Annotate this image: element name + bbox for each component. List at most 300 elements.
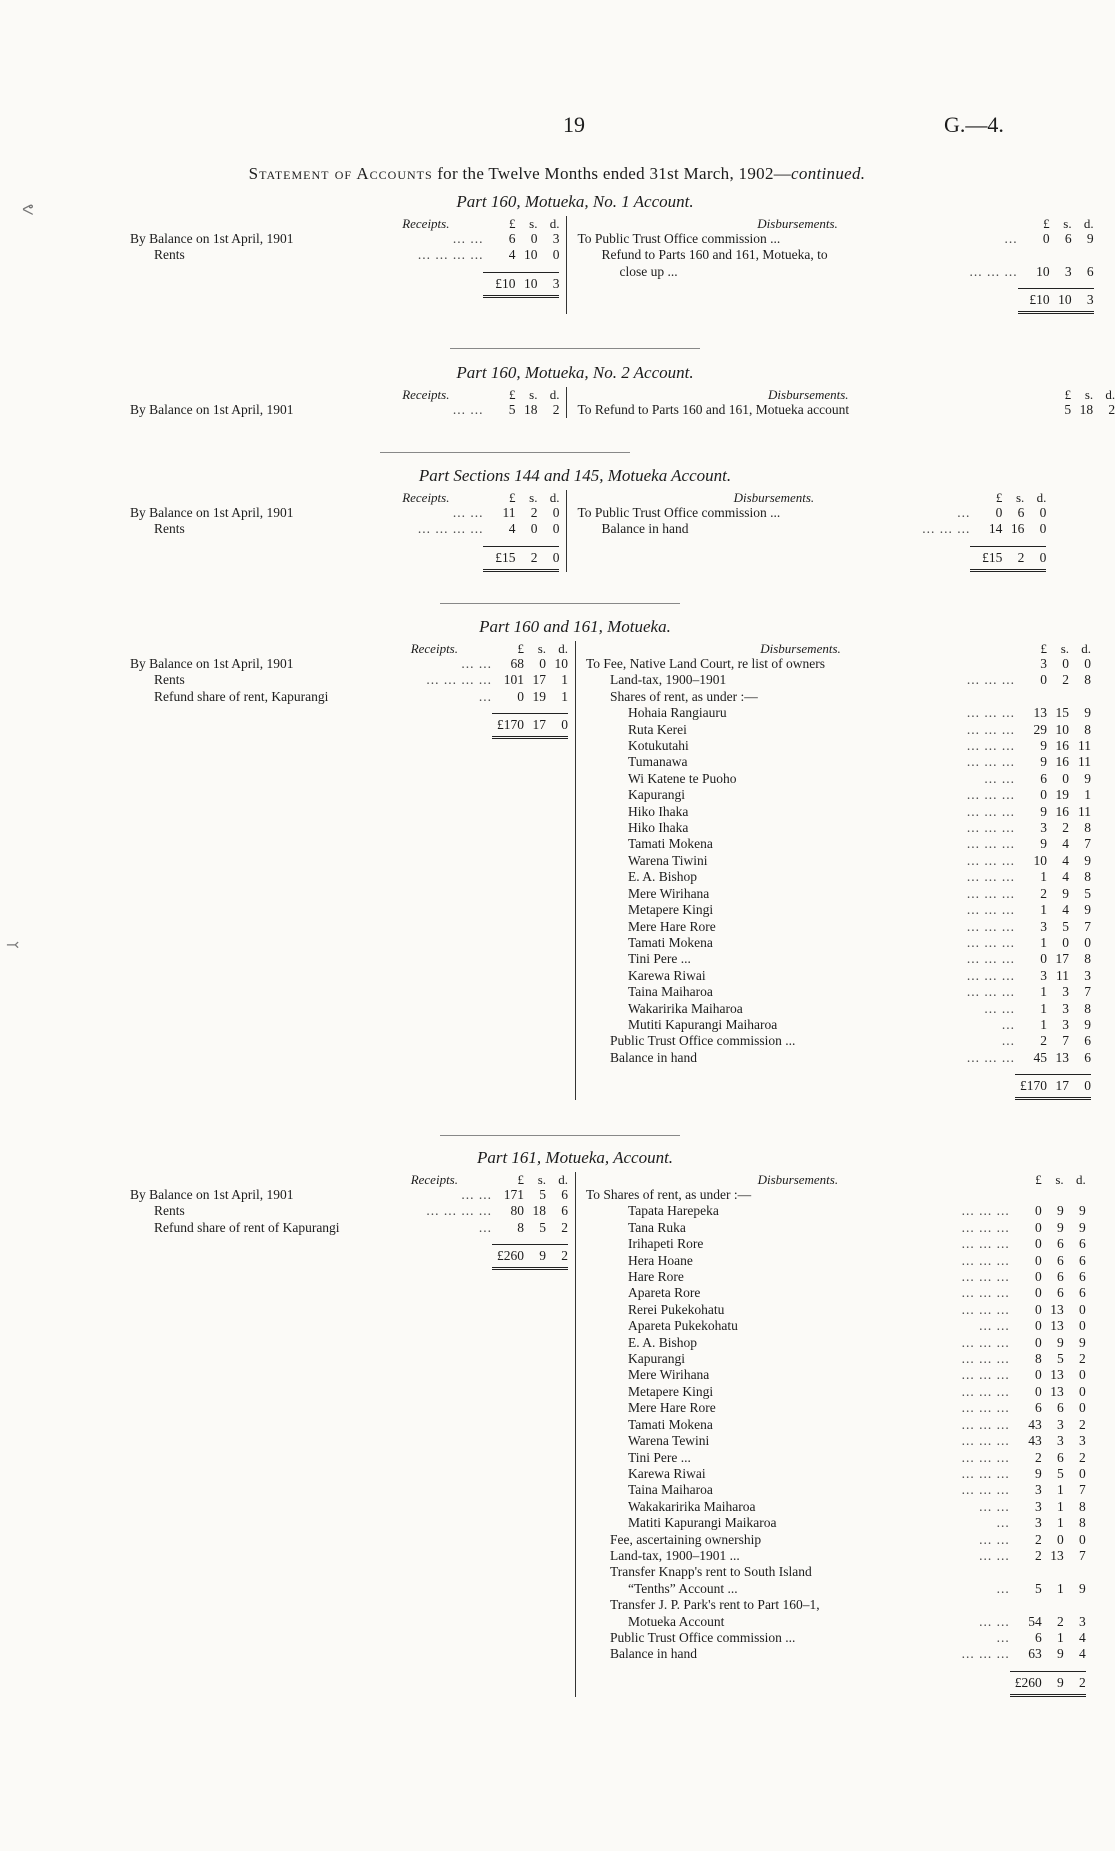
pounds: 0	[1034, 1367, 1042, 1383]
pounds: 14	[988, 521, 1003, 537]
entry-description: By Balance on 1st April, 1901	[130, 231, 294, 246]
leader-dots: ... ... ...	[966, 738, 1015, 754]
receipts-heading: Receipts.	[402, 387, 450, 402]
leader-dots: ... ... ...	[961, 1219, 1010, 1235]
pence	[1064, 1564, 1086, 1580]
shillings: 9	[1056, 1334, 1064, 1350]
ledger-row	[577, 505, 1046, 521]
ledger-row	[586, 1499, 1086, 1515]
entry-description: Taina Maiharoa	[628, 1482, 713, 1498]
pounds: 5	[1064, 402, 1072, 417]
shillings: 4	[1062, 869, 1069, 885]
entry-description: Rents	[154, 1203, 185, 1219]
receipts-total	[130, 713, 568, 739]
receipts-total	[130, 546, 559, 572]
disbursements-header	[586, 1172, 1086, 1187]
leader-dots: ... ... ...	[961, 1301, 1010, 1317]
pound-heading: £	[1043, 216, 1050, 231]
leader-dots	[820, 1597, 1010, 1613]
disbursements-header	[577, 490, 1046, 505]
shillings: 13	[1050, 1301, 1064, 1317]
entry-description: Refund to Parts 160 and 161, Motueka, to	[601, 247, 828, 263]
disbursements-header	[577, 387, 1115, 402]
amount	[1015, 1050, 1091, 1066]
pence: 11	[1078, 803, 1091, 819]
ledger-row	[586, 1285, 1086, 1301]
ledger-row	[586, 1646, 1086, 1662]
shillings: 3	[1056, 1433, 1064, 1449]
amount	[1015, 968, 1091, 984]
pence: 8	[1084, 721, 1091, 737]
amount	[1015, 1033, 1091, 1049]
pounds: 9	[1034, 1465, 1042, 1481]
ledger-row	[130, 521, 559, 537]
shillings: 9	[1056, 1646, 1064, 1662]
entry-description: Tamati Mokena	[628, 1416, 713, 1432]
shillings: 5	[539, 1187, 546, 1202]
shillings: 17	[532, 717, 546, 733]
shillings: 13	[1050, 1318, 1064, 1334]
shillings: 0	[539, 656, 546, 671]
ledger-row	[586, 886, 1091, 902]
ledger-row	[130, 247, 559, 263]
amount	[1015, 820, 1091, 836]
pounds: 0	[1034, 1301, 1042, 1317]
shillings: 3	[1062, 984, 1069, 1000]
shilling-heading: s.	[1016, 490, 1025, 505]
document-title	[0, 164, 1114, 184]
amount	[1010, 1187, 1086, 1203]
pence: 6	[561, 1203, 568, 1219]
ledger-row	[130, 689, 568, 705]
account-section	[130, 466, 1047, 572]
ledger-row	[586, 1597, 1086, 1613]
pounds: 3	[1040, 820, 1047, 836]
ledger-row	[586, 853, 1091, 869]
pence: 9	[1084, 705, 1091, 721]
shilling-heading: s.	[537, 1172, 546, 1187]
pounds: 0	[1034, 1334, 1042, 1350]
pounds: 8	[1034, 1351, 1042, 1367]
pounds: 5	[1034, 1580, 1042, 1596]
pounds: 6	[1034, 1400, 1042, 1416]
section-divider	[440, 603, 680, 604]
ledger-row	[586, 1351, 1086, 1367]
account-section	[130, 617, 1091, 1100]
entry-description: Wakaririka Maiharoa	[628, 1000, 743, 1016]
pence: 5	[1084, 885, 1091, 901]
amount	[1010, 1203, 1086, 1219]
leader-dots: ... ... ...	[966, 984, 1015, 1000]
leader-dots: ... ... ...	[966, 1049, 1015, 1065]
entry-description: Balance in hand	[610, 1049, 697, 1065]
amount	[1010, 1482, 1086, 1498]
leader-dots: ...	[1001, 1016, 1015, 1032]
pence-heading: d.	[1105, 387, 1115, 402]
pence: 9	[1084, 770, 1091, 786]
leader-dots: ... ...	[979, 1498, 1010, 1514]
amount	[1010, 1597, 1086, 1613]
pence	[1064, 1597, 1086, 1613]
entry-description: Rents	[154, 247, 185, 263]
amount	[1010, 1630, 1086, 1646]
pence: 1	[561, 688, 568, 704]
pence: 0	[1084, 1078, 1091, 1094]
entry-description: Tana Ruka	[628, 1219, 686, 1235]
title-text: for the Twelve Months ended 31st March, 1902—	[432, 164, 792, 183]
pence: 9	[1078, 1334, 1086, 1350]
amount	[1015, 672, 1091, 688]
pence: 0	[552, 505, 560, 520]
shillings: 1	[1056, 1498, 1064, 1514]
ledger-row	[586, 1203, 1086, 1219]
amount	[492, 1203, 568, 1219]
pounds: 0	[1040, 951, 1047, 967]
pounds: 6	[1034, 1629, 1042, 1645]
pounds: 0	[1034, 1203, 1042, 1219]
pence: 6	[1086, 263, 1094, 279]
pence-heading: d.	[1083, 216, 1094, 231]
page-number: 19	[563, 112, 585, 137]
amount	[1010, 1581, 1086, 1597]
shillings: 4	[1062, 902, 1069, 918]
pence: 9	[1084, 902, 1091, 918]
leader-dots: ... ... ...	[961, 1482, 1010, 1498]
ledger-row	[577, 521, 1046, 537]
pounds: 0	[1042, 231, 1050, 246]
amount	[483, 272, 559, 298]
amount	[1015, 869, 1091, 885]
ledger-row	[586, 1367, 1086, 1383]
entry-description: Rerei Pukekohatu	[628, 1301, 725, 1317]
shillings: 6	[1056, 1449, 1064, 1465]
shillings: 5	[1062, 918, 1069, 934]
entry-description: Tini Pere ...	[628, 951, 691, 967]
shillings: 7	[1062, 1033, 1069, 1049]
shillings: 10	[523, 275, 538, 291]
entry-description: E. A. Bishop	[628, 869, 698, 885]
pounds: 2	[1034, 1547, 1042, 1563]
pounds: 9	[1040, 754, 1047, 770]
ledger-row	[586, 1302, 1086, 1318]
pence: 7	[1078, 1547, 1086, 1563]
pound-heading: £	[517, 1172, 524, 1187]
pence: 10	[554, 656, 568, 671]
entry-description: Apareta Pukekohatu	[628, 1318, 738, 1334]
ledger-row	[586, 919, 1091, 935]
disbursements-column	[575, 641, 1091, 1100]
pence: 0	[1039, 505, 1047, 520]
entry-description: Public Trust Office commission ...	[610, 1629, 796, 1645]
ledger-row	[577, 231, 1093, 247]
amount	[1015, 722, 1091, 738]
pence	[1069, 689, 1091, 705]
amount	[1010, 1400, 1086, 1416]
entry-description: Balance in hand	[601, 521, 689, 537]
receipts-total	[130, 1244, 568, 1270]
pence: 8	[1078, 1515, 1086, 1531]
receipts-column	[130, 1172, 575, 1697]
receipts-header	[130, 641, 568, 656]
entry-description: By Balance on 1st April, 1901	[130, 402, 294, 417]
pounds: 3	[1034, 1515, 1042, 1531]
entry-description: Warena Tewini	[628, 1433, 710, 1449]
leader-dots: ... ... ...	[966, 951, 1015, 967]
shillings: 0	[1062, 934, 1069, 950]
shillings: 13	[1050, 1547, 1064, 1563]
entry-description: Transfer Knapp's rent to South Island	[610, 1564, 812, 1580]
shillings: 5	[539, 1219, 546, 1235]
shilling-heading: s.	[1060, 641, 1069, 656]
ledger-row	[586, 1417, 1086, 1433]
pounds	[1010, 1187, 1042, 1203]
receipts-header	[130, 1172, 568, 1187]
ledger-row	[586, 1187, 1086, 1203]
entry-description: Tamati Mokena	[628, 934, 713, 950]
ledger-row	[586, 1548, 1086, 1564]
pounds: 1	[1040, 869, 1047, 885]
entry-description: To Shares of rent, as under :—	[586, 1187, 752, 1202]
shillings: 1	[1056, 1482, 1064, 1498]
entry-description: By Balance on 1st April, 1901	[130, 1187, 294, 1202]
pence: 6	[561, 1187, 568, 1202]
shillings: 9	[1056, 1674, 1064, 1690]
pence: 9	[1078, 1219, 1086, 1235]
pence: 4	[1078, 1629, 1086, 1645]
entry-description: Motueka Account	[628, 1613, 725, 1629]
receipts-header	[130, 216, 559, 231]
entry-description: Karewa Riwai	[628, 1465, 706, 1481]
amount	[1010, 1450, 1086, 1466]
pence: 0	[1078, 1531, 1086, 1547]
pence-heading: d.	[558, 1172, 568, 1187]
entry-description: Hera Hoane	[628, 1252, 693, 1268]
entry-description: Tumanawa	[628, 754, 688, 770]
pounds: 2	[1034, 1531, 1042, 1547]
pence: 7	[1084, 984, 1091, 1000]
amount	[1010, 1285, 1086, 1301]
shillings: 1	[1056, 1580, 1064, 1596]
entry-description: Kapurangi	[628, 1351, 685, 1367]
pence-heading: d.	[1081, 641, 1091, 656]
leader-dots: ... ... ...	[966, 967, 1015, 983]
leader-dots: ... ... ...	[969, 263, 1018, 279]
entry-description: Hare Rore	[628, 1269, 684, 1285]
entry-description: Kapurangi	[628, 787, 685, 803]
amount	[1010, 1384, 1086, 1400]
pence: 6	[1078, 1252, 1086, 1268]
pounds: 3	[1040, 967, 1047, 983]
entry-description: Fee, ascertaining ownership	[610, 1531, 762, 1547]
shillings: 3	[1064, 263, 1072, 279]
leader-dots: ...	[478, 688, 492, 704]
shillings: 17	[532, 672, 546, 688]
amount	[1018, 247, 1094, 263]
leader-dots: ...	[957, 505, 971, 520]
shillings: 16	[1055, 803, 1069, 819]
disbursements-column	[566, 490, 1046, 572]
amount	[1010, 1253, 1086, 1269]
entry-description: Warena Tiwini	[628, 852, 708, 868]
pounds: 0	[1034, 1252, 1042, 1268]
amount	[492, 713, 568, 739]
account-columns	[130, 216, 1094, 314]
currency-columns	[483, 387, 559, 402]
ledger-row	[577, 247, 1093, 263]
leader-dots: ... ... ...	[966, 672, 1015, 688]
section-divider	[380, 452, 630, 453]
ledger-row	[586, 935, 1091, 951]
shillings: 4	[1062, 836, 1069, 852]
amount	[970, 505, 1046, 521]
shillings: 18	[523, 402, 538, 417]
shillings	[1042, 1597, 1064, 1613]
ledger-row	[586, 1630, 1086, 1646]
pound-heading: £	[508, 216, 516, 231]
leader-dots: ... ... ...	[966, 754, 1015, 770]
currency-columns	[483, 216, 559, 231]
shillings: 19	[532, 688, 546, 704]
pence: 6	[1078, 1236, 1086, 1252]
pounds: 8	[517, 1219, 524, 1235]
amount	[1010, 1220, 1086, 1236]
amount	[1010, 1548, 1086, 1564]
currency-columns	[483, 490, 559, 505]
pence: 8	[1084, 951, 1091, 967]
pounds: 1	[1040, 934, 1047, 950]
amount	[1010, 1646, 1086, 1662]
leader-dots: ... ...	[979, 1318, 1010, 1334]
entry-description: Refund share of rent, Kapurangi	[154, 688, 329, 704]
ledger-row	[586, 1220, 1086, 1236]
pence: 7	[1078, 1482, 1086, 1498]
pounds: 11	[502, 505, 516, 520]
entry-description: Mutiti Kapurangi Maiharoa	[628, 1016, 778, 1032]
pence: 3	[1078, 1613, 1086, 1629]
leader-dots	[828, 247, 1018, 263]
shillings: 2	[1062, 672, 1069, 688]
pounds: 54	[1028, 1613, 1042, 1629]
entry-description: To Refund to Parts 160 and 161, Motueka account	[577, 402, 850, 417]
pence: 2	[561, 1248, 568, 1264]
pence: 11	[1078, 754, 1091, 770]
pounds: 1	[1040, 1016, 1047, 1032]
pence: 0	[1078, 1465, 1086, 1481]
entry-description: Wakakaririka Maiharoa	[628, 1498, 756, 1514]
entry-description: Irihapeti Rore	[628, 1236, 704, 1252]
currency-columns	[492, 1172, 568, 1187]
leader-dots: ... ... ...	[961, 1285, 1010, 1301]
pence-heading: d.	[549, 490, 560, 505]
shillings: 10	[1058, 292, 1072, 308]
pounds: 13	[1033, 705, 1047, 721]
leader-dots: ... ... ...	[966, 852, 1015, 868]
amount	[1010, 1367, 1086, 1383]
pounds: 1	[1040, 902, 1047, 918]
ledger-row	[586, 836, 1091, 852]
entry-description: Wi Katene te Puoho	[628, 770, 737, 786]
account-section	[130, 363, 1115, 418]
entry-description: Metapere Kingi	[628, 1383, 714, 1399]
ledger-row	[586, 1450, 1086, 1466]
shilling-heading: s.	[1084, 387, 1094, 402]
shillings: 3	[1056, 1416, 1064, 1432]
ledger-row	[586, 1318, 1086, 1334]
entry-description: Mere Wirihana	[628, 885, 710, 901]
pence: 8	[1084, 1000, 1091, 1016]
amount	[1010, 1671, 1086, 1697]
pounds: £260	[497, 1248, 524, 1264]
ledger-row	[586, 1614, 1086, 1630]
pounds	[1018, 247, 1050, 263]
pounds: £10	[1029, 292, 1050, 308]
amount	[1010, 1466, 1086, 1482]
ledger-row	[586, 1253, 1086, 1269]
leader-dots: ... ... ...	[966, 803, 1015, 819]
shillings: 0	[1062, 770, 1069, 786]
leader-dots	[825, 689, 1015, 705]
amount	[1015, 935, 1091, 951]
shillings: 4	[1062, 852, 1069, 868]
shillings: 6	[1056, 1269, 1064, 1285]
pence: 9	[1078, 1580, 1086, 1596]
pounds: 2	[1040, 1033, 1047, 1049]
account-section	[130, 192, 1094, 314]
section-divider	[440, 1135, 680, 1136]
pence: 6	[1078, 1285, 1086, 1301]
amount	[1015, 836, 1091, 852]
shillings: 9	[1056, 1203, 1064, 1219]
pounds	[1015, 689, 1047, 705]
entry-description: Mere Hare Rore	[628, 1400, 716, 1416]
disbursements-total	[586, 1074, 1091, 1100]
currency-columns	[1010, 1172, 1086, 1187]
pounds: £15	[495, 549, 516, 565]
ledger-row	[586, 1033, 1091, 1049]
pounds: 29	[1033, 721, 1047, 737]
ledger-row	[130, 656, 568, 672]
leader-dots	[849, 402, 1039, 418]
shillings: 2	[1062, 820, 1069, 836]
pence: 4	[1078, 1646, 1086, 1662]
leader-dots: ... ... ...	[961, 1236, 1010, 1252]
disbursements-column	[566, 387, 1115, 418]
pounds: 171	[503, 1187, 524, 1202]
pence: 9	[1084, 1016, 1091, 1032]
shillings: 1	[1056, 1515, 1064, 1531]
amount	[1010, 1614, 1086, 1630]
entry-description: To Public Trust Office commission ...	[577, 231, 781, 246]
shilling-heading: s.	[1063, 216, 1072, 231]
shillings: 6	[1017, 505, 1025, 520]
amount	[1018, 231, 1094, 247]
entry-description: Transfer J. P. Park's rent to Part 160–1,	[610, 1597, 820, 1613]
amount	[483, 546, 559, 572]
pounds: £170	[497, 717, 524, 733]
leader-dots: ... ... ...	[966, 918, 1015, 934]
receipts-heading: Receipts.	[402, 490, 450, 505]
entry-description: Rents	[154, 672, 185, 688]
pounds: 6	[1040, 770, 1047, 786]
entry-description: Tamati Mokena	[628, 836, 713, 852]
margin-mark-icon: ⤙	[6, 937, 20, 954]
pence-heading: d.	[558, 641, 568, 656]
pence: 3	[1078, 1433, 1086, 1449]
entry-description: By Balance on 1st April, 1901	[130, 656, 294, 671]
leader-dots: ... ... ...	[961, 1383, 1010, 1399]
shillings	[1050, 247, 1072, 263]
ledger-row	[586, 820, 1091, 836]
